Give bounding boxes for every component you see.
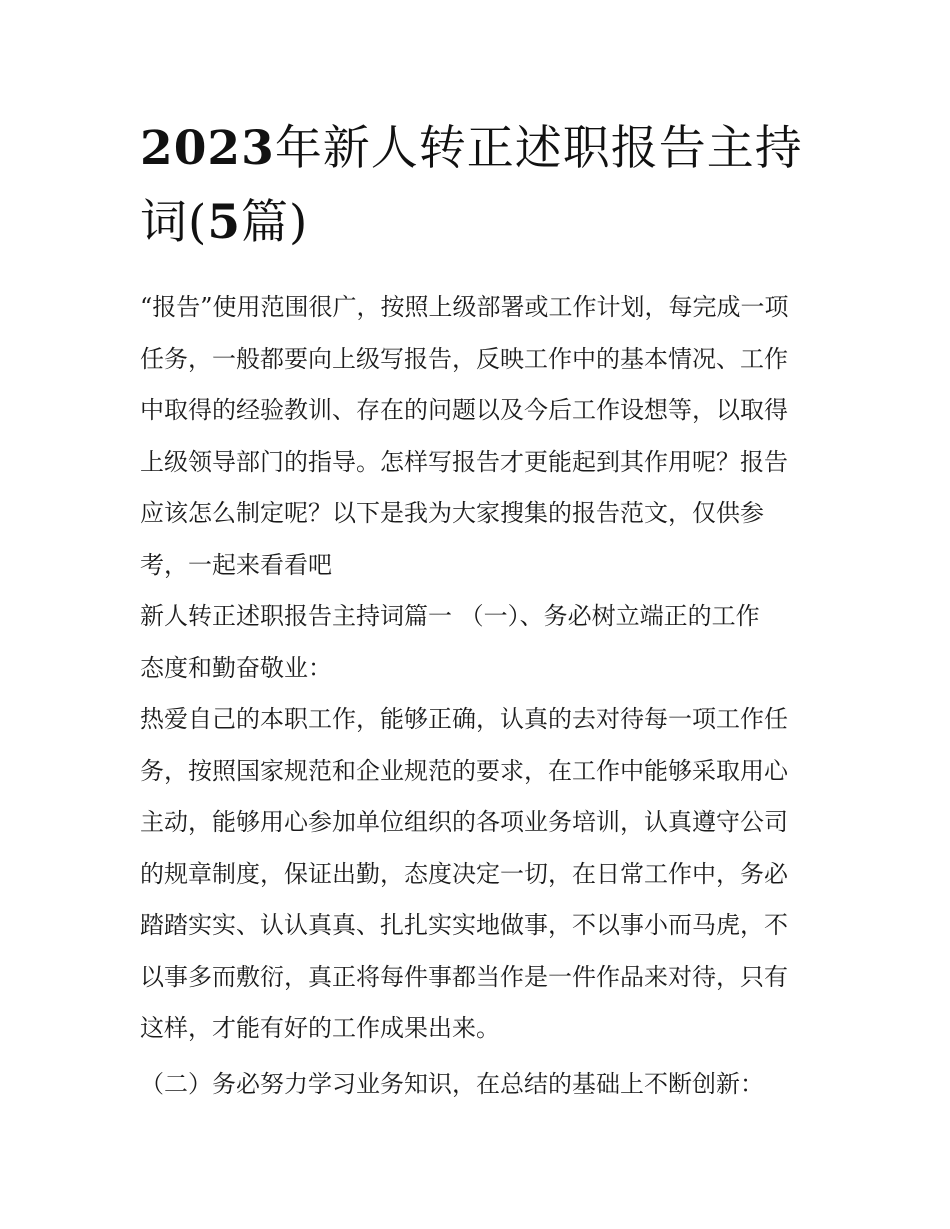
document-title: [140, 112, 820, 260]
section-1-line: 踏踏实实、认认真真、扎扎实实地做事，不以事小而马虎，不: [140, 911, 788, 939]
title-text-2-prefix: 词(: [140, 195, 208, 250]
section-1-line: 的规章制度，保证出勤，态度决定一切，在日常工作中，务必: [140, 859, 788, 888]
intro-paragraph: [140, 282, 820, 591]
section-1-line: 以事多而敷衍，真正将每件事都当作是一件作品来对待，只有: [140, 962, 788, 991]
title-year: 2023: [140, 121, 275, 176]
section-1-heading-line: 新人转正述职报告主持词篇一 （一）、务必树立端正的工作: [140, 602, 760, 630]
section-1-line: 主动，能够用心参加单位组织的各项业务培训，认真遵守公司: [140, 808, 788, 836]
section-1-line: 这样，才能有好的工作成果出来。: [140, 1014, 500, 1042]
section-1-line: 务，按照国家规范和企业规范的要求，在工作中能够采取用心: [140, 756, 788, 785]
intro-line: 考，一起来看看吧: [140, 550, 332, 579]
intro-line: 应该怎么制定呢？以下是我为大家搜集的报告范文，仅供参: [140, 499, 764, 527]
title-text-2-suffix: 篇): [241, 195, 309, 250]
section-1-heading-line: 态度和勤奋敬业：: [140, 653, 332, 682]
title-line-1: [140, 112, 820, 186]
document-body: [140, 282, 820, 1110]
intro-line: 中取得的经验教训、存在的问题以及今后工作设想等，以取得: [140, 396, 788, 424]
title-line-2: [140, 186, 820, 260]
section-2-heading-line: （二）务必努力学习业务知识，在总结的基础上不断创新：: [140, 1069, 764, 1098]
section-2-heading: [140, 1059, 820, 1111]
section-1-heading: [140, 591, 820, 694]
section-1-paragraph: [140, 694, 820, 1055]
intro-line: 上级领导部门的指导。怎样写报告才更能起到其作用呢？报告: [140, 447, 788, 476]
intro-line: 任务，一般都要向上级写报告，反映工作中的基本情况、工作: [140, 344, 788, 373]
section-1-line: 热爱自己的本职工作，能够正确，认真的去对待每一项工作任: [140, 705, 788, 733]
intro-line: “报告”使用范围很广，按照上级部署或工作计划，每完成一项: [140, 293, 789, 321]
title-text-1: 年新人转正述职报告主持: [274, 121, 803, 176]
document-content: [140, 112, 820, 1110]
title-count: 5: [207, 195, 242, 250]
